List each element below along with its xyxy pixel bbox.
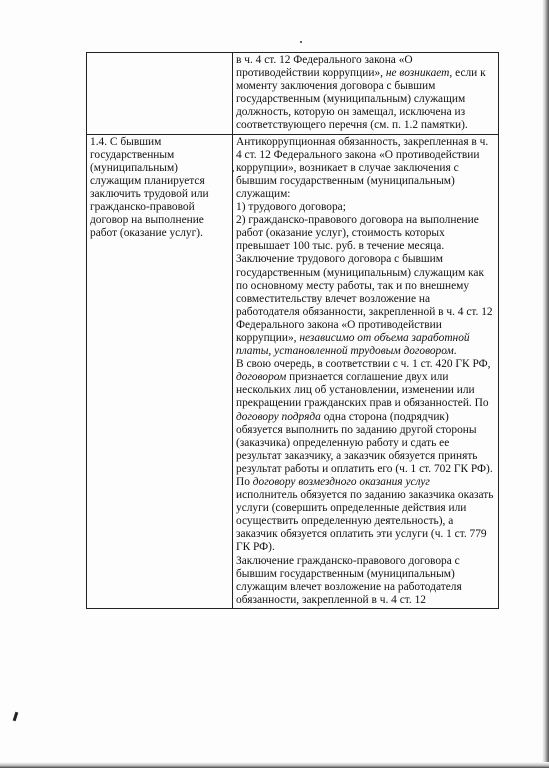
left-cell-empty	[87, 53, 233, 135]
contracts-text-b: признается соглашение двух или нескольких лиц об установлении, изменении или прекращении гражданских прав и обязанностей. По	[236, 371, 489, 410]
contracts-text-a: В свою очередь, в соответствии с ч. 1 ст. 420 ГК РФ,	[236, 358, 491, 371]
right-cell-continued	[233, 53, 499, 135]
answer-intro: Антикоррупционная обязанность, закрепленная в ч. 4 ст. 12 Федерального закона «О противодействии коррупции», возникает в случае заключения с бывшим государственным (муниципальным) служащим:	[236, 135, 489, 200]
scan-edge-right	[542, 0, 549, 768]
continued-emphasis: не возникает	[385, 67, 450, 80]
answer-paragraph-contracts	[236, 358, 494, 554]
answer-paragraph-civil: Заключение гражданско-правового договора с бывшим государственным (муниципальным) служащим влечет возложение на работодателя обязанности, закрепленной в ч. 4 ст. 12	[236, 554, 462, 606]
contracts-term-contract: договором	[236, 371, 287, 384]
employment-emphasis: независимо от объема заработной платы, установленной трудовым договором	[236, 331, 470, 358]
continued-paragraph	[236, 54, 494, 133]
item-1-4-text: 1.4. С бывшим государственным (муниципальным) служащим планируется заключить трудовой или гражданско-правовой договор на выполнение работ (оказание услуг).	[90, 135, 209, 240]
contracts-term-services: договору возмездного оказания услуг	[252, 476, 430, 488]
table-row-1-4	[87, 134, 499, 608]
scan-speck	[300, 41, 302, 43]
memo-table	[86, 52, 499, 609]
answer-list-item-2: 2) гражданско-правового договора на выполнение работ (оказание услуг), стоимость которых превышает 100 тыс. руб. в течение месяца.	[236, 214, 479, 253]
table-row-continued	[87, 53, 499, 135]
contracts-text-d: исполнитель обязуется по заданию заказчика оказать услуги (совершить определенные действия или осуществить определенную деятельность), а заказчик обязуется оплатить эти услуги (ч. 1 ст. 779 ГК РФ).	[236, 489, 494, 554]
item-1-4-answer	[233, 134, 499, 608]
employment-text-end: .	[453, 345, 457, 358]
answer-list-item-1: 1) трудового договора;	[236, 201, 346, 214]
scan-mark	[13, 712, 19, 721]
answer-paragraph-employment	[236, 253, 494, 358]
continued-text: в ч. 4 ст. 12 Федерального закона «О противодействии коррупции»,	[236, 54, 413, 80]
continued-text-end: , если к моменту заключения договора с бывшим государственным (муниципальным) служащим должность, которую он замещал, исключена из соответствующего перечня (см. п. 1.2 памятки).	[236, 67, 486, 132]
scan-edge-bottom	[0, 762, 549, 768]
scan-speck	[232, 170, 234, 172]
employment-text: Заключение трудового договора с бывшим государственным (муниципальным) служащим как по основному месту работы, так и по внешнему совместительству влечет возложение на работодателя обязанности, закрепленной в ч. 4 ст. 12 Федерального закона «О противодействии коррупции»,	[236, 253, 493, 344]
contracts-term-work: договору подряда	[236, 410, 321, 423]
contracts-text-c: одна сторона (подрядчик) обязуется выполнить по заданию другой стороны (заказчика) определенную работу и сдать ее результат заказчику, а заказчик обязуется принять результат работы и оплатить его (ч. 1 ст. 702 ГК РФ). По	[236, 410, 493, 488]
item-1-4-question	[87, 134, 233, 608]
